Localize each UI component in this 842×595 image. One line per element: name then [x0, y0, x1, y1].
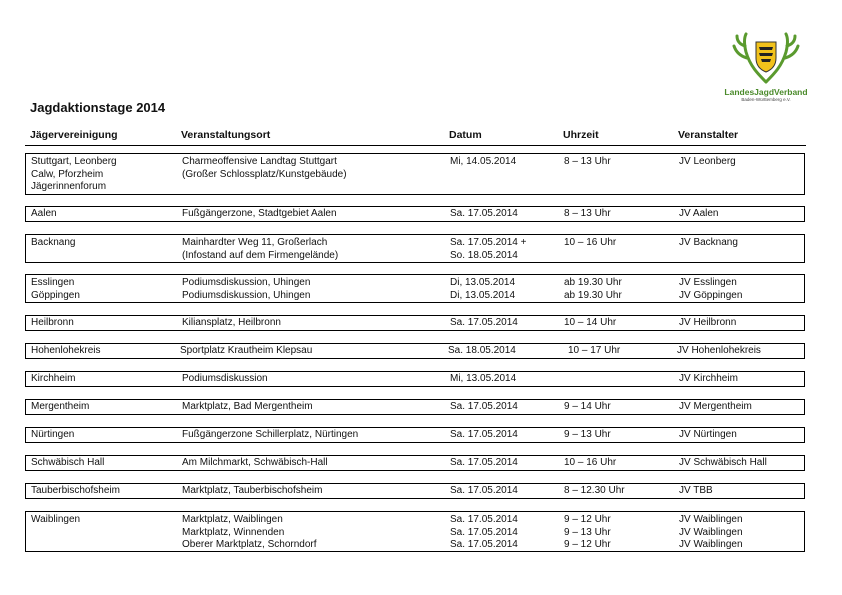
cell-datum: Mi, 14.05.2014 — [450, 156, 517, 167]
cell-datum: Sa. 17.05.2014 — [450, 317, 518, 328]
cell-uhrzeit: 9 – 13 Uhr — [564, 429, 611, 440]
cell-ort: Marktplatz, Bad Mergentheim — [182, 401, 313, 412]
cell-datum: Sa. 17.05.2014 — [450, 401, 518, 412]
cell-verein: Mergentheim — [31, 401, 90, 412]
cell-veranstalter: JV Aalen — [679, 208, 719, 219]
table-row — [25, 234, 805, 263]
cell-uhrzeit: 8 – 12.30 Uhr — [564, 485, 625, 496]
cell-veranstalter: JV Leonberg — [679, 156, 736, 167]
table-row — [25, 511, 805, 552]
cell-uhrzeit: 10 – 16 Uhr — [564, 457, 617, 468]
cell-uhrzeit: 10 – 17 Uhr — [568, 345, 621, 356]
cell-verein: Aalen — [31, 208, 57, 219]
cell-uhrzeit: 9 – 14 Uhr — [564, 401, 611, 412]
cell-datum: Sa. 17.05.2014 — [450, 485, 518, 496]
header-divider — [25, 145, 806, 146]
cell-veranstalter: JV Esslingen JV Göppingen — [679, 277, 743, 301]
cell-datum: Sa. 18.05.2014 — [448, 345, 516, 356]
cell-ort: Charmeoffensive Landtag Stuttgart (Großer Schlossplatz/Kunstgebäude) — [182, 156, 347, 180]
cell-verein: Stuttgart, Leonberg Calw, Pforzheim Jägerinnenforum — [31, 156, 117, 192]
cell-veranstalter: JV Schwäbisch Hall — [679, 457, 767, 468]
table-row — [25, 371, 805, 387]
table-row — [25, 343, 805, 359]
cell-ort: Marktplatz, Waiblingen Marktplatz, Winnenden Oberer Marktplatz, Schorndorf — [182, 514, 317, 550]
page-title: Jagdaktionstage 2014 — [30, 100, 166, 115]
cell-ort: Sportplatz Krautheim Klepsau — [180, 345, 313, 356]
logo-title: LandesJagdVerband — [724, 87, 808, 97]
table-row — [25, 427, 805, 443]
table-row — [25, 206, 805, 222]
cell-verein: Nürtingen — [31, 429, 75, 440]
table-row — [25, 153, 805, 195]
cell-uhrzeit: 9 – 12 Uhr 9 – 13 Uhr 9 – 12 Uhr — [564, 514, 611, 550]
cell-uhrzeit: 8 – 13 Uhr — [564, 156, 611, 167]
cell-verein: Backnang — [31, 237, 76, 248]
cell-verein: Hohenlohekreis — [31, 345, 101, 356]
cell-verein: Schwäbisch Hall — [31, 457, 105, 468]
logo-subtitle: Baden-Württemberg e.V. — [741, 97, 791, 102]
table-row — [25, 483, 805, 499]
cell-ort: Marktplatz, Tauberbischofsheim — [182, 485, 323, 496]
cell-datum: Sa. 17.05.2014 Sa. 17.05.2014 Sa. 17.05.2014 — [450, 514, 518, 550]
cell-ort: Podiumsdiskussion, Uhingen Podiumsdiskussion, Uhingen — [182, 277, 311, 301]
cell-veranstalter: JV TBB — [679, 485, 713, 496]
cell-veranstalter: JV Hohenlohekreis — [677, 345, 761, 356]
cell-veranstalter: JV Mergentheim — [679, 401, 752, 412]
cell-ort: Fußgängerzone Schillerplatz, Nürtingen — [182, 429, 359, 440]
cell-uhrzeit: 10 – 14 Uhr — [564, 317, 617, 328]
cell-veranstalter: JV Kirchheim — [679, 373, 738, 384]
cell-verein: Esslingen Göppingen — [31, 277, 80, 301]
landesjagdverband-logo — [716, 30, 816, 110]
cell-datum: Di, 13.05.2014 Di, 13.05.2014 — [450, 277, 516, 301]
cell-veranstalter: JV Backnang — [679, 237, 738, 248]
cell-uhrzeit: 8 – 13 Uhr — [564, 208, 611, 219]
header-jaegervereinigung: Jägervereinigung — [30, 129, 118, 141]
table-row — [25, 399, 805, 415]
cell-verein: Waiblingen — [31, 514, 81, 525]
cell-verein: Tauberbischofsheim — [31, 485, 120, 496]
cell-veranstalter: JV Waiblingen JV Waiblingen JV Waiblingen — [679, 514, 743, 550]
cell-ort: Podiumsdiskussion — [182, 373, 268, 384]
cell-uhrzeit: 10 – 16 Uhr — [564, 237, 617, 248]
table-row — [25, 274, 805, 303]
cell-datum: Sa. 17.05.2014 — [450, 429, 518, 440]
header-datum: Datum — [449, 129, 482, 141]
table-row — [25, 455, 805, 471]
cell-verein: Kirchheim — [31, 373, 76, 384]
cell-ort: Fußgängerzone, Stadtgebiet Aalen — [182, 208, 337, 219]
cell-datum: Sa. 17.05.2014 — [450, 208, 518, 219]
cell-verein: Heilbronn — [31, 317, 74, 328]
cell-ort: Mainhardter Weg 11, Großerlach (Infostand auf dem Firmengelände) — [182, 237, 339, 261]
header-veranstaltungsort: Veranstaltungsort — [181, 129, 271, 141]
antler-crest-icon — [728, 30, 804, 86]
cell-veranstalter: JV Heilbronn — [679, 317, 737, 328]
cell-ort: Kiliansplatz, Heilbronn — [182, 317, 281, 328]
cell-uhrzeit: ab 19.30 Uhr ab 19.30 Uhr — [564, 277, 622, 301]
header-uhrzeit: Uhrzeit — [563, 129, 599, 141]
header-veranstalter: Veranstalter — [678, 129, 739, 141]
cell-datum: Sa. 17.05.2014 — [450, 457, 518, 468]
table-row — [25, 315, 805, 331]
cell-datum: Sa. 17.05.2014 + So. 18.05.2014 — [450, 237, 527, 261]
cell-veranstalter: JV Nürtingen — [679, 429, 737, 440]
cell-datum: Mi, 13.05.2014 — [450, 373, 517, 384]
cell-ort: Am Milchmarkt, Schwäbisch-Hall — [182, 457, 328, 468]
